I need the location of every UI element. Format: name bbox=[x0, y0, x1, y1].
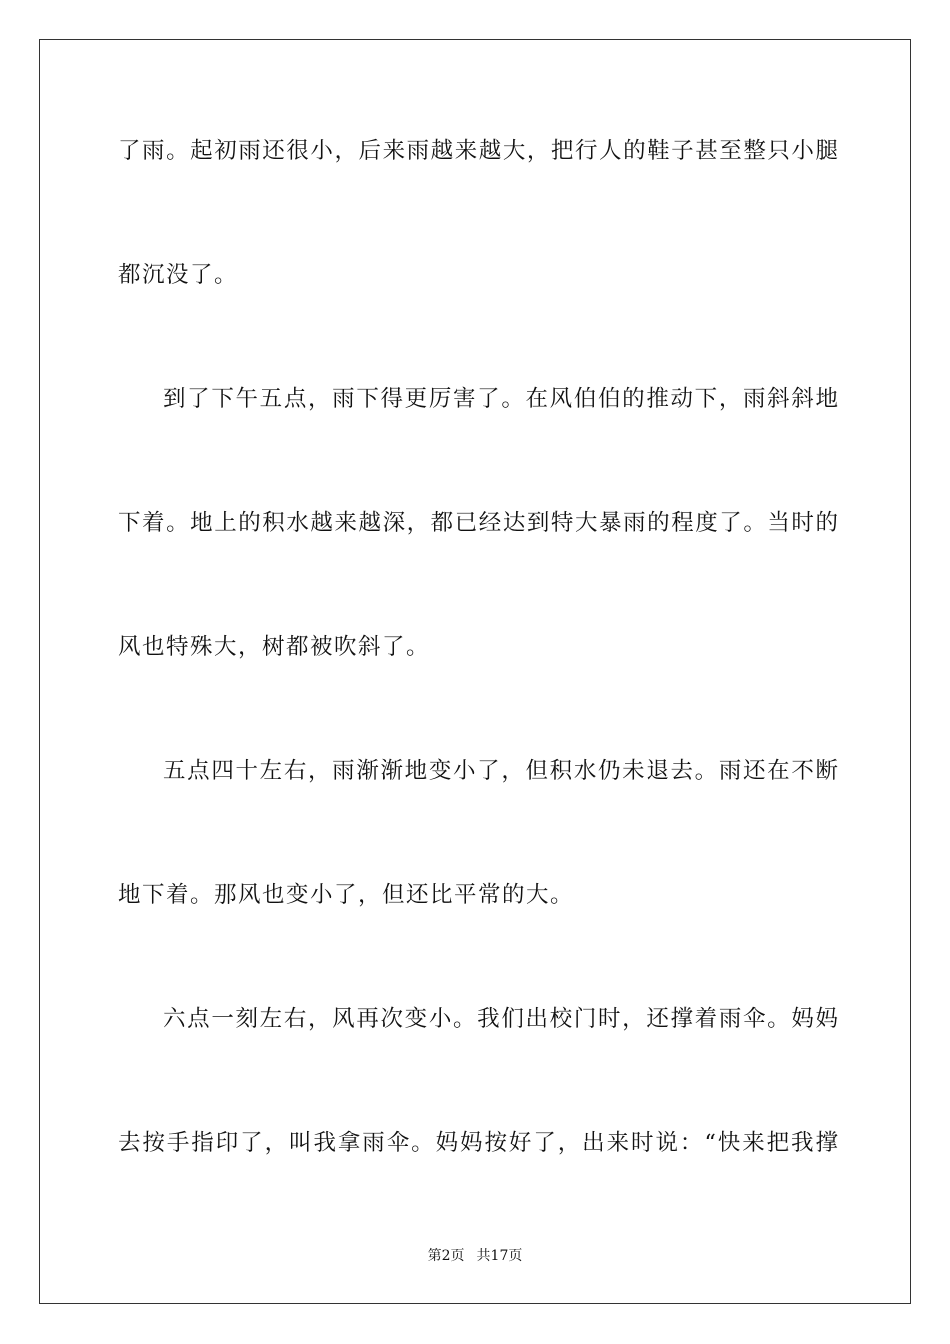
paragraph-first-line: 五点四十左右，雨渐渐地变小了，但积水仍未退去。雨还在不断 bbox=[163, 758, 838, 784]
page-number: 第2页 bbox=[427, 1248, 465, 1264]
paragraph-first-line: 到了下午五点，雨下得更厉害了。在风伯伯的推动下，雨斜斜地 bbox=[163, 386, 838, 412]
text-line: 下着。地上的积水越来越深，都已经达到特大暴雨的程度了。当时的 bbox=[118, 510, 838, 536]
paragraph-first-line: 六点一刻左右，风再次变小。我们出校门时，还撑着雨伞。妈妈 bbox=[163, 1006, 838, 1032]
page-border bbox=[39, 39, 911, 1304]
text-line: 地下着。那风也变小了，但还比平常的大。 bbox=[118, 882, 575, 908]
text-line: 了雨。起初雨还很小，后来雨越来越大，把行人的鞋子甚至整只小腿 bbox=[118, 138, 838, 164]
page-footer bbox=[0, 1247, 950, 1265]
text-line: 风也特殊大，树都被吹斜了。 bbox=[118, 634, 431, 660]
text-line: 都沉没了。 bbox=[118, 262, 239, 288]
total-pages: 共17页 bbox=[476, 1248, 523, 1264]
text-line: 去按手指印了，叫我拿雨伞。妈妈按好了，出来时说：“快来把我撑 bbox=[118, 1130, 838, 1156]
